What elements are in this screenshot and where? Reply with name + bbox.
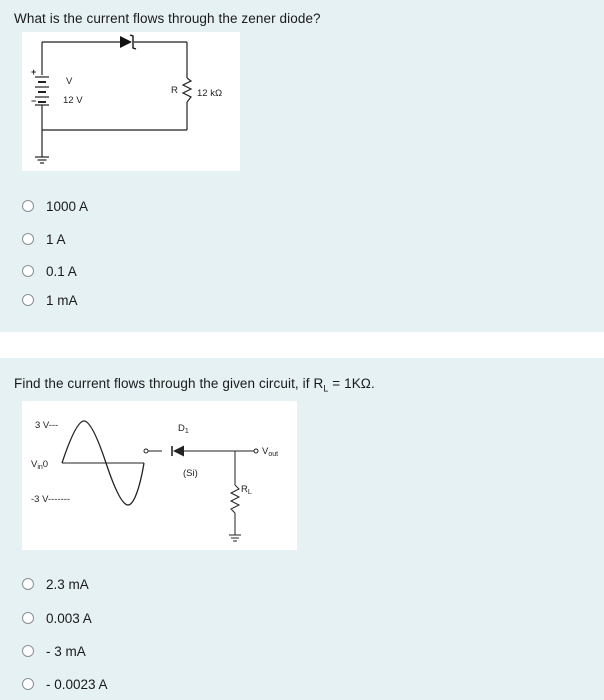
- radio-button[interactable]: [22, 678, 34, 690]
- option-label: 1 A: [46, 231, 66, 247]
- zener-circuit-figure: [22, 32, 240, 171]
- q1-option-3[interactable]: [22, 261, 77, 281]
- vout-label: $V_{out}$: [262, 446, 279, 458]
- option-label: - 3 mA: [46, 643, 86, 659]
- q1-option-4[interactable]: [22, 290, 78, 310]
- source-label: V: [66, 76, 73, 87]
- resistor-label: R: [171, 85, 178, 96]
- q2-option-4[interactable]: [22, 674, 108, 694]
- option-label: 0.003 A: [46, 610, 92, 626]
- radio-button[interactable]: [22, 233, 34, 245]
- q1-option-1[interactable]: [22, 196, 88, 216]
- zener-diode-symbol: [120, 35, 136, 49]
- option-label: 1000 A: [46, 198, 89, 214]
- radio-button[interactable]: [22, 265, 34, 277]
- question-1-text: What is the current flows through the zener diode?: [14, 11, 321, 26]
- negative-peak-label: -3 V-------: [31, 494, 71, 505]
- radio-button[interactable]: [22, 200, 34, 212]
- option-label: 2.3 mA: [46, 576, 89, 592]
- rl-label: $R_L$: [241, 484, 252, 496]
- minus-sign: −: [31, 96, 37, 106]
- radio-button[interactable]: [22, 645, 34, 657]
- radio-button[interactable]: [22, 294, 34, 306]
- radio-button[interactable]: [22, 578, 34, 590]
- q2-option-1[interactable]: [22, 574, 89, 594]
- question-2-card: [0, 358, 604, 700]
- option-label: 0.1 A: [46, 263, 77, 279]
- diode-type: (Si): [183, 468, 198, 479]
- option-label: 1 mA: [46, 292, 78, 308]
- positive-peak-label: 3 V---: [35, 420, 59, 431]
- option-label: - 0.0023 A: [46, 676, 108, 692]
- question-1-card: [0, 0, 604, 332]
- q1-option-2[interactable]: [22, 229, 66, 249]
- source-value: 12 V: [63, 95, 83, 106]
- vin-label: $V_{in}0$: [31, 459, 49, 471]
- question-2-text: Find the current flows through the given circuit, if $R_L = 1K\Omega$.: [14, 376, 375, 394]
- card-separator: [0, 332, 604, 358]
- radio-button[interactable]: [22, 612, 34, 624]
- diode-label: $D_1$: [178, 423, 189, 435]
- resistor-value: 12 kΩ: [197, 88, 223, 99]
- clipper-circuit-figure: [22, 401, 297, 550]
- q2-option-2[interactable]: [22, 608, 92, 628]
- plus-sign: +: [31, 67, 37, 77]
- q2-option-3[interactable]: [22, 641, 86, 661]
